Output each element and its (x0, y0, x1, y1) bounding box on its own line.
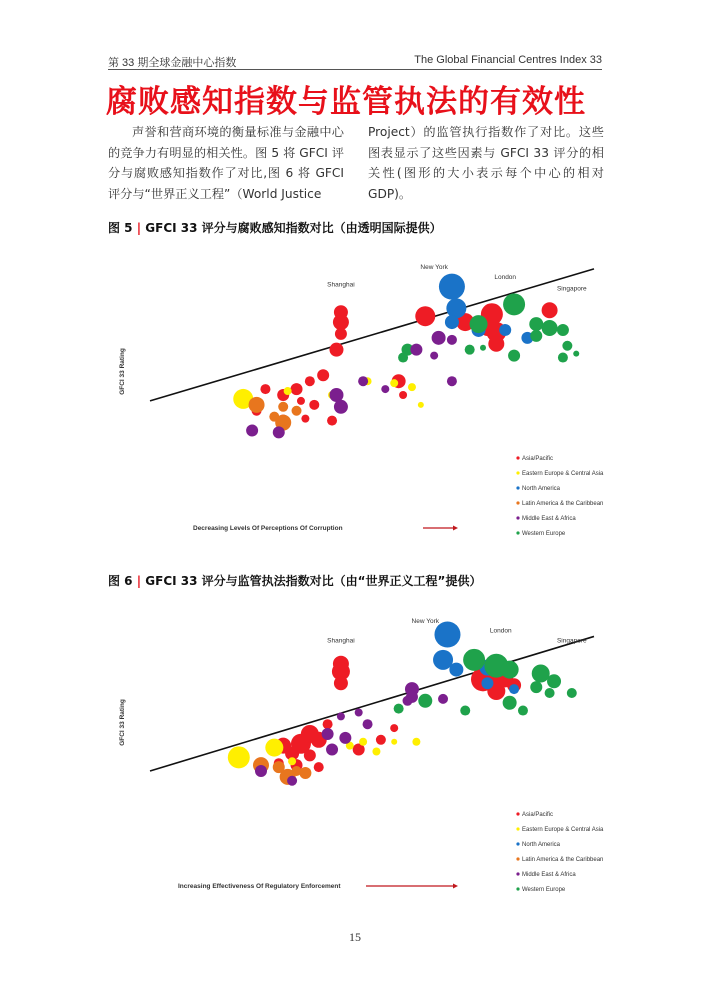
data-point-western-europe (501, 661, 519, 679)
x-axis-arrowhead (453, 526, 458, 531)
page-number: 15 (349, 930, 361, 944)
header-left-text: 第 33 期全球金融中心指数 (108, 57, 237, 69)
figure-5-svg (108, 255, 618, 545)
data-point-asia-pacific (334, 676, 348, 690)
data-point-middle-east-africa (287, 776, 297, 786)
data-point-asia-pacific (323, 719, 333, 729)
legend-label-western-europe: Western Europe (522, 531, 566, 537)
figure-6-svg (108, 605, 618, 900)
legend-swatch-asia-pacific (516, 812, 519, 815)
trend-line (150, 636, 594, 771)
city-label-shanghai: Shanghai (327, 637, 355, 645)
data-point-north-america (445, 315, 459, 329)
data-point-western-europe (398, 353, 408, 363)
legend-swatch-middle-east-africa (516, 872, 519, 875)
figure-6-chart (108, 605, 618, 900)
data-point-asia-pacific (415, 306, 435, 326)
x-axis-label: Decreasing Levels Of Perceptions Of Corruption (193, 525, 343, 532)
city-label-shanghai: Shanghai (327, 281, 355, 289)
data-point-middle-east-africa (358, 376, 368, 386)
figure-5-title: GFCI 33 评分与腐败感知指数对比（由透明国际提供） (145, 221, 442, 235)
data-point-western-europe (573, 351, 579, 357)
legend-swatch-eastern-europe-central-asia (516, 827, 519, 830)
data-point-middle-east-africa (410, 344, 422, 356)
data-point-asia-pacific (390, 724, 398, 732)
header-rule (108, 69, 602, 70)
x-axis-arrowhead (453, 884, 458, 889)
data-point-latin-america-the-caribbean (269, 412, 279, 422)
legend-swatch-latin-america-the-caribbean (516, 857, 519, 860)
data-point-western-europe (394, 704, 404, 714)
data-point-eastern-europe-central-asia (418, 402, 424, 408)
legend-swatch-north-america (516, 842, 519, 845)
data-point-western-europe (508, 350, 520, 362)
data-point-western-europe (558, 353, 568, 363)
city-label-new-york: New York (411, 617, 440, 625)
data-point-western-europe (547, 674, 561, 688)
data-point-eastern-europe-central-asia (372, 748, 380, 756)
data-point-western-europe (529, 317, 543, 331)
legend-swatch-western-europe (516, 887, 519, 890)
data-point-asia-pacific (309, 400, 319, 410)
data-point-latin-america-the-caribbean (292, 766, 302, 776)
data-point-middle-east-africa (322, 728, 334, 740)
data-point-middle-east-africa (381, 385, 389, 393)
legend-label-latin-america-the-caribbean: Latin America & the Caribbean (522, 501, 604, 507)
x-axis-label: Increasing Effectiveness Of Regulatory Enforcement (178, 883, 341, 890)
figure-6-caption (108, 572, 481, 589)
data-point-eastern-europe-central-asia (265, 739, 283, 757)
data-point-asia-pacific (317, 369, 329, 381)
legend-label-eastern-europe-central-asia: Eastern Europe & Central Asia (522, 827, 604, 833)
data-point-asia-pacific (399, 391, 407, 399)
legend-swatch-asia-pacific (516, 456, 519, 459)
city-label-new-york: New York (420, 263, 448, 271)
data-point-western-europe (460, 706, 470, 716)
data-point-western-europe (542, 320, 558, 336)
data-point-middle-east-africa (246, 424, 258, 436)
data-point-asia-pacific (376, 735, 386, 745)
data-point-western-europe (532, 665, 550, 683)
data-point-western-europe (518, 706, 528, 716)
data-point-middle-east-africa (447, 376, 457, 386)
data-point-eastern-europe-central-asia (359, 738, 367, 746)
data-point-middle-east-africa (403, 696, 413, 706)
legend-swatch-middle-east-africa (516, 516, 519, 519)
legend-swatch-north-america (516, 486, 519, 489)
data-point-middle-east-africa (339, 732, 351, 744)
legend-swatch-latin-america-the-caribbean (516, 501, 519, 504)
data-point-western-europe (480, 345, 486, 351)
body-column-left: 声誉和营商环境的衡量标准与金融中心的竞争力有明显的相关性。图 5 将 GFCI 评分与腐败感知指数作了对比,图 6 将 GFCI 评分与“世界正义工程”（World Justice (108, 125, 344, 201)
city-label-london: London (489, 627, 512, 635)
data-point-western-europe (465, 345, 475, 355)
data-point-north-america (434, 622, 460, 648)
body-column-right: Project）的监管执行指数作了对比。这些图表显示了这些因素与 GFCI 33 评分的相关性(图形的大小表示每个中心的相对 GDP)。 (368, 125, 604, 201)
data-point-western-europe (503, 696, 517, 710)
data-point-western-europe (470, 315, 488, 333)
data-point-asia-pacific (291, 383, 303, 395)
data-point-western-europe (545, 688, 555, 698)
y-axis-label: GFCI 33 Rating (119, 699, 126, 746)
legend-label-middle-east-africa: Middle East & Africa (522, 516, 576, 522)
figure-5-label: 图 5 (108, 221, 133, 235)
data-point-western-europe (418, 694, 432, 708)
data-point-asia-pacific (314, 762, 324, 772)
data-point-asia-pacific (329, 343, 343, 357)
data-point-asia-pacific (260, 384, 270, 394)
figure-5-caption (108, 219, 442, 236)
data-point-asia-pacific (488, 336, 504, 352)
header-right-text: The Global Financial Centres Index 33 (414, 54, 602, 66)
data-point-latin-america-the-caribbean (278, 402, 288, 412)
data-point-latin-america-the-caribbean (292, 406, 302, 416)
data-point-north-america (449, 663, 463, 677)
data-point-eastern-europe-central-asia (288, 757, 296, 765)
legend-label-asia-pacific: Asia/Pacific (522, 812, 554, 818)
data-point-asia-pacific (335, 328, 347, 340)
data-point-north-america (439, 274, 465, 300)
data-point-asia-pacific (542, 302, 558, 318)
city-label-singapore: Singapore (556, 637, 587, 645)
data-point-western-europe (530, 681, 542, 693)
data-point-middle-east-africa (255, 765, 267, 777)
city-label-london: London (494, 273, 517, 281)
data-point-western-europe (567, 688, 577, 698)
data-point-asia-pacific (333, 314, 349, 330)
data-point-western-europe (463, 649, 485, 671)
data-point-eastern-europe-central-asia (228, 746, 250, 768)
data-point-middle-east-africa (447, 335, 457, 345)
data-point-western-europe (530, 330, 542, 342)
caption-separator: | (136, 574, 142, 588)
legend-label-western-europe: Western Europe (522, 887, 566, 893)
data-point-north-america (499, 324, 511, 336)
data-point-asia-pacific (301, 415, 309, 423)
data-point-middle-east-africa (326, 744, 338, 756)
data-point-asia-pacific (305, 376, 315, 386)
data-point-western-europe (557, 324, 569, 336)
data-point-middle-east-africa (273, 426, 285, 438)
data-point-north-america (481, 677, 493, 689)
data-point-middle-east-africa (355, 709, 363, 717)
data-point-asia-pacific (297, 397, 305, 405)
legend-swatch-western-europe (516, 531, 519, 534)
data-point-north-america (509, 684, 519, 694)
data-point-eastern-europe-central-asia (390, 379, 398, 387)
data-point-western-europe (562, 341, 572, 351)
legend-label-eastern-europe-central-asia: Eastern Europe & Central Asia (522, 471, 604, 477)
data-point-middle-east-africa (432, 331, 446, 345)
legend-label-asia-pacific: Asia/Pacific (522, 456, 554, 462)
data-point-asia-pacific (304, 749, 316, 761)
data-point-western-europe (503, 293, 525, 315)
data-point-latin-america-the-caribbean (249, 397, 265, 413)
y-axis-label: GFCI 33 Rating (119, 348, 126, 395)
page-title: 腐败感知指数与监管执法的有效性 (106, 84, 586, 120)
data-point-middle-east-africa (334, 400, 348, 414)
caption-separator: | (136, 221, 142, 235)
legend-label-north-america: North America (522, 486, 561, 492)
figure-6-label: 图 6 (108, 574, 133, 588)
legend-swatch-eastern-europe-central-asia (516, 471, 519, 474)
data-point-asia-pacific (327, 416, 337, 426)
figure-5-chart (108, 255, 618, 545)
data-point-eastern-europe-central-asia (408, 383, 416, 391)
data-point-middle-east-africa (363, 719, 373, 729)
city-label-singapore: Singapore (556, 285, 587, 293)
legend-label-north-america: North America (522, 842, 561, 848)
data-point-middle-east-africa (337, 712, 345, 720)
data-point-eastern-europe-central-asia (412, 738, 420, 746)
figure-6-title: GFCI 33 评分与监管执法指数对比（由“世界正义工程”提供） (145, 574, 482, 588)
data-point-latin-america-the-caribbean (299, 767, 311, 779)
data-point-eastern-europe-central-asia (284, 387, 292, 395)
running-header (108, 52, 602, 70)
legend-label-latin-america-the-caribbean: Latin America & the Caribbean (522, 857, 604, 863)
data-point-middle-east-africa (438, 694, 448, 704)
data-point-middle-east-africa (430, 352, 438, 360)
data-point-eastern-europe-central-asia (391, 739, 397, 745)
legend-label-middle-east-africa: Middle East & Africa (522, 872, 576, 878)
data-point-north-america (446, 298, 466, 318)
